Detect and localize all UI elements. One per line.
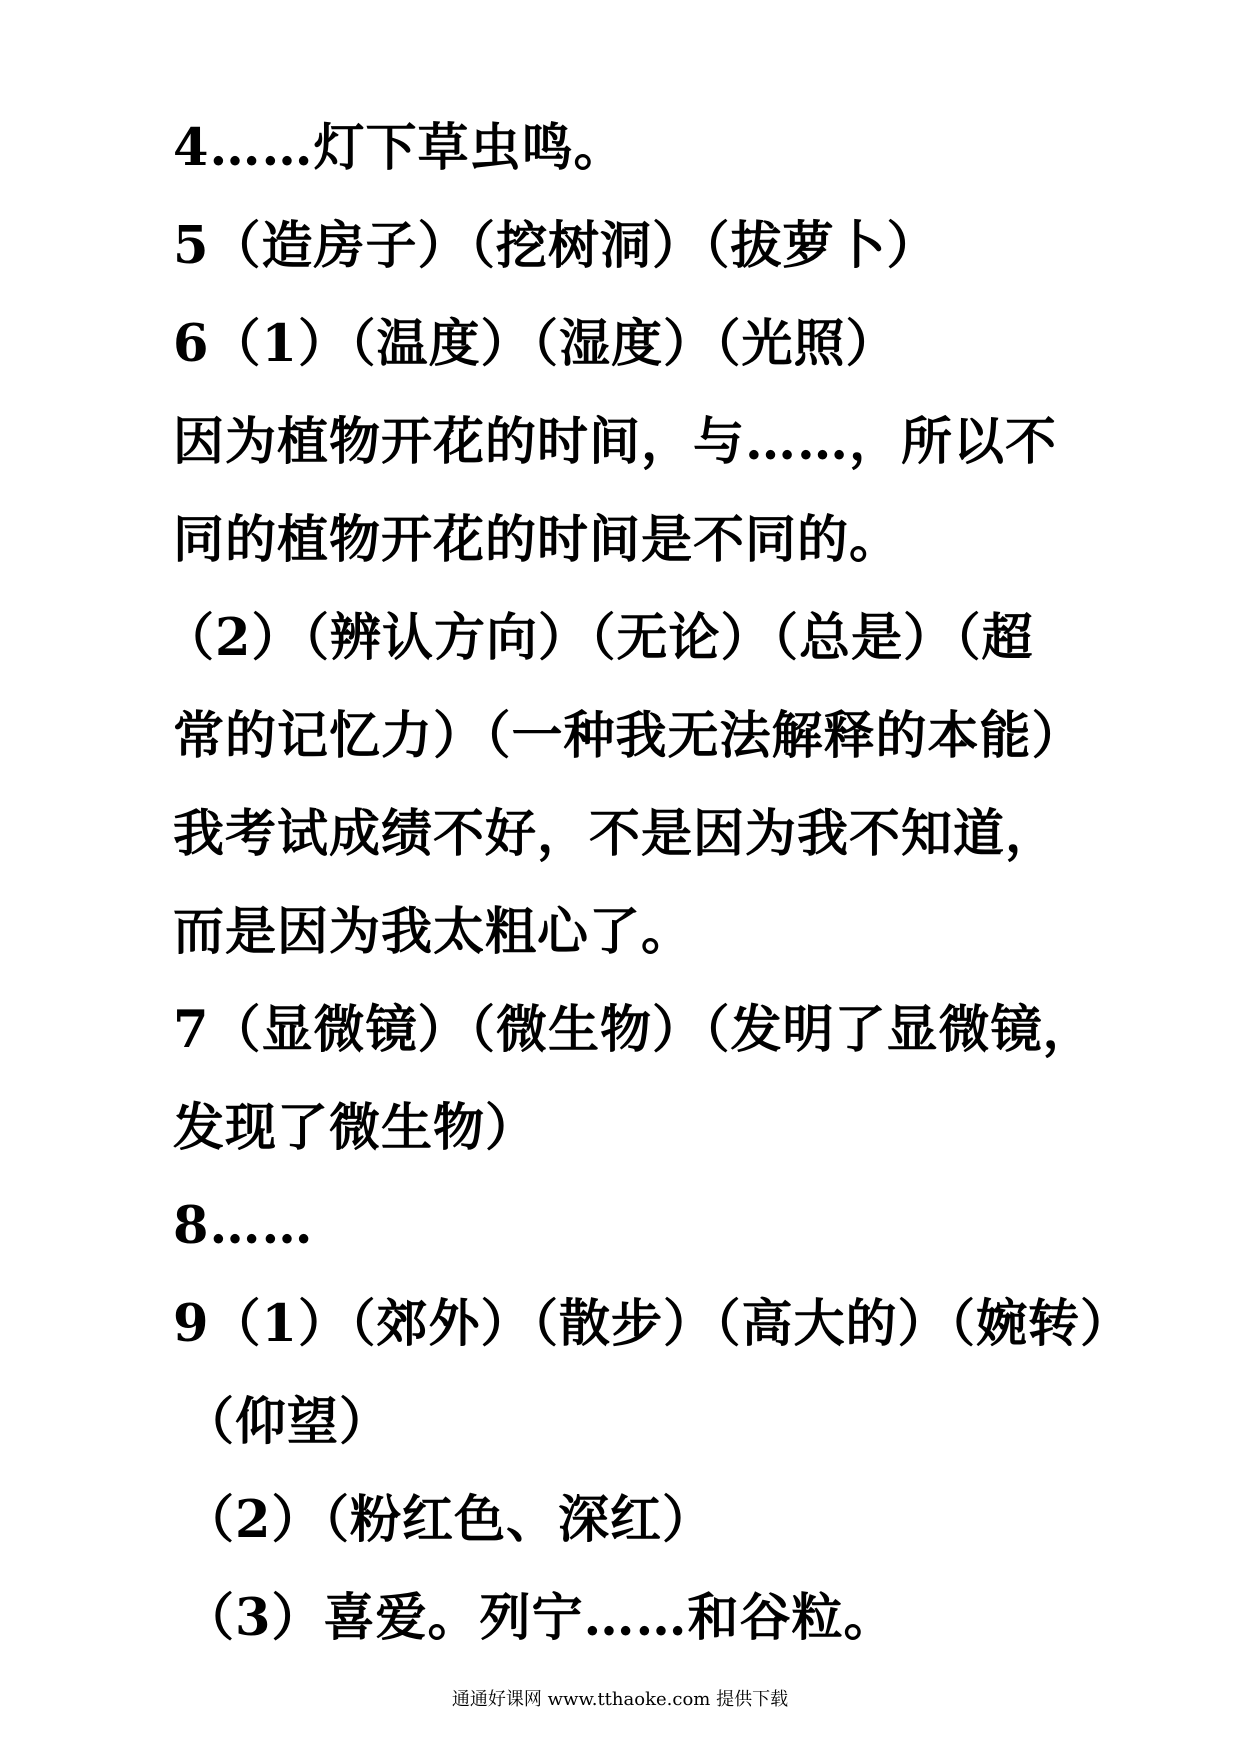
page-footer: 通通好课网 www.tthaoke.com 提供下载 xyxy=(451,1689,789,1710)
answer-line-9-2: （2）（粉红色、深红） xyxy=(183,1490,714,1550)
answer-line-9-1a: 9（1）（郊外）（散步）（高大的）（婉转） xyxy=(173,1294,1132,1354)
answer-line-7a: 7（显微镜）（微生物）（发明了显微镜， xyxy=(173,1000,1095,1060)
answer-line-4: 4……灯下草虫鸣。 xyxy=(173,118,626,178)
answer-line-5: 5（造房子）（挖树洞）（拔萝卜） xyxy=(173,216,939,276)
answer-line-6-2a: （2）（辨认方向）（无论）（总是）（超 xyxy=(163,608,1034,668)
answer-line-8: 8…… xyxy=(173,1196,314,1256)
answer-line-9-3: （3）喜爱。列宁……和谷粒。 xyxy=(183,1588,896,1648)
answer-line-7b: 发现了微生物） xyxy=(173,1098,538,1158)
answer-line-6-explanation-b: 同的植物开花的时间是不同的。 xyxy=(173,510,902,570)
answer-line-6-2d: 而是因为我太粗心了。 xyxy=(173,902,694,962)
answer-line-6-2b: 常的记忆力）（一种我无法解释的本能） xyxy=(173,706,1084,766)
answer-line-6-1: 6（1）（温度）（湿度）（光照） xyxy=(173,314,898,374)
answer-line-9-1b: （仰望） xyxy=(183,1392,392,1452)
answer-line-6-explanation-a: 因为植物开花的时间，与……，所以不 xyxy=(173,412,1058,472)
answer-line-6-2c: 我考试成绩不好，不是因为我不知道， xyxy=(173,804,1058,864)
